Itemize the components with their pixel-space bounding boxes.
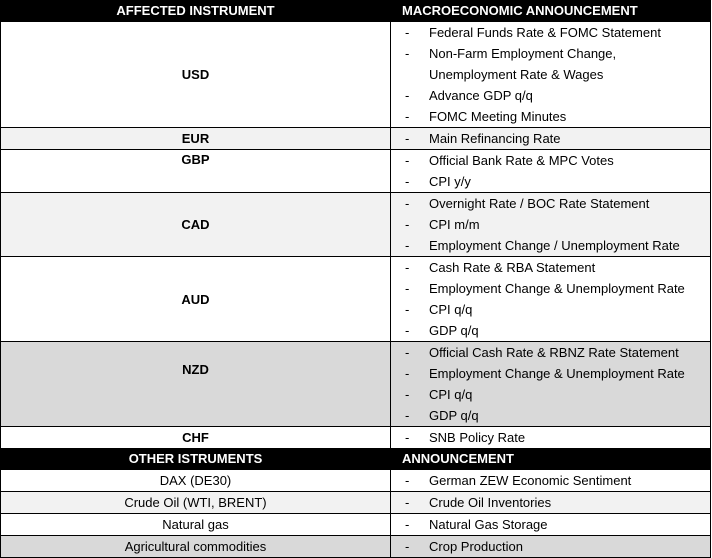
list-item-text: Cash Rate & RBA Statement [429, 260, 596, 275]
list-item-text: CPI m/m [429, 217, 480, 232]
instrument-name: AUD [1, 257, 391, 342]
instrument-name: Agricultural commodities [1, 536, 391, 558]
list-item-text: CPI q/q [429, 387, 473, 402]
list-item [391, 106, 710, 127]
list-item [391, 193, 710, 214]
announcement-list [391, 193, 711, 257]
list-item [391, 85, 710, 106]
list-item-text: Non-Farm Employment Change, Unemployment Rate & Wages [429, 46, 617, 82]
list-item [391, 128, 710, 149]
list-item [391, 384, 710, 405]
list-item-text: FOMC Meeting Minutes [429, 109, 567, 124]
list-item [391, 150, 710, 171]
table-subheader-row [1, 449, 711, 470]
list-item [391, 427, 710, 448]
instrument-name: NZD [1, 342, 391, 427]
bullet-dash: - [405, 217, 410, 232]
bullet-dash: - [405, 345, 410, 360]
list-item-text: Natural Gas Storage [429, 517, 548, 532]
announcement-list [391, 427, 711, 449]
header-other-instruments: OTHER ISTRUMENTS [1, 449, 391, 470]
table-row-cad [1, 193, 711, 257]
list-item-text: CPI y/y [429, 174, 471, 189]
bullet-dash: - [405, 408, 410, 423]
list-item [391, 278, 710, 299]
table-row-natural-gas [1, 514, 711, 536]
bullet-dash: - [405, 366, 410, 381]
bullet-dash: - [405, 539, 410, 554]
list-item [391, 342, 710, 363]
announcement-list [391, 22, 711, 128]
instrument-name: USD [1, 22, 391, 128]
list-item-text: GDP q/q [429, 323, 479, 338]
list-item-text: Main Refinancing Rate [429, 131, 561, 146]
header-affected-instrument: AFFECTED INSTRUMENT [1, 1, 391, 22]
announcement-list [391, 470, 711, 492]
bullet-dash: - [405, 238, 410, 253]
list-item-text: Employment Change & Unemployment Rate [429, 281, 685, 296]
announcement-list [391, 128, 711, 150]
list-item-text: Federal Funds Rate & FOMC Statement [429, 25, 661, 40]
announcement-list [391, 342, 711, 427]
instrument-name: EUR [1, 128, 391, 150]
table-row-crude-oil [1, 492, 711, 514]
table-row-dax [1, 470, 711, 492]
list-item [391, 235, 710, 256]
table-row-chf [1, 427, 711, 449]
bullet-dash: - [405, 323, 410, 338]
bullet-dash: - [405, 495, 410, 510]
bullet-dash: - [405, 387, 410, 402]
bullet-dash: - [405, 46, 410, 61]
bullet-dash: - [405, 196, 410, 211]
list-item-text: Crude Oil Inventories [429, 495, 552, 510]
list-item [391, 320, 710, 341]
list-item [391, 492, 710, 513]
list-item [391, 363, 710, 384]
list-item [391, 171, 710, 192]
instrument-name: Natural gas [1, 514, 391, 536]
list-item-text: Overnight Rate / BOC Rate Statement [429, 196, 650, 211]
list-item-text: Advance GDP q/q [429, 88, 533, 103]
list-item-text: CPI q/q [429, 302, 473, 317]
bullet-dash: - [405, 109, 410, 124]
table-row-aud [1, 257, 711, 342]
bullet-dash: - [405, 131, 410, 146]
announcement-list [391, 257, 711, 342]
list-item [391, 43, 710, 85]
header-macro-announcement: MACROECONOMIC ANNOUNCEMENT [391, 1, 711, 22]
bullet-dash: - [405, 430, 410, 445]
bullet-dash: - [405, 25, 410, 40]
list-item [391, 257, 710, 278]
list-item [391, 214, 710, 235]
table-header-row [1, 1, 711, 22]
bullet-dash: - [405, 517, 410, 532]
header-announcement: ANNOUNCEMENT [391, 449, 711, 470]
list-item-text: Employment Change & Unemployment Rate [429, 366, 685, 381]
table-row-eur [1, 128, 711, 150]
list-item [391, 470, 710, 491]
list-item-text: SNB Policy Rate [429, 430, 526, 445]
list-item [391, 514, 710, 535]
list-item [391, 405, 710, 426]
list-item [391, 299, 710, 320]
bullet-dash: - [405, 153, 410, 168]
list-item-text: Crop Production [429, 539, 523, 554]
list-item-text: German ZEW Economic Sentiment [429, 473, 632, 488]
announcement-list [391, 514, 711, 536]
bullet-dash: - [405, 88, 410, 103]
table-row-gbp [1, 150, 711, 193]
bullet-dash: - [405, 260, 410, 275]
table-row-nzd [1, 342, 711, 427]
instrument-name: CHF [1, 427, 391, 449]
list-item-text: Employment Change / Unemployment Rate [429, 238, 680, 253]
instrument-name: Crude Oil (WTI, BRENT) [1, 492, 391, 514]
list-item [391, 22, 710, 43]
list-item-text: GDP q/q [429, 408, 479, 423]
bullet-dash: - [405, 302, 410, 317]
bullet-dash: - [405, 281, 410, 296]
bullet-dash: - [405, 174, 410, 189]
instrument-name: GBP [1, 150, 391, 193]
table-row-agricultural [1, 536, 711, 558]
announcement-list [391, 492, 711, 514]
list-item-text: Official Cash Rate & RBNZ Rate Statement [429, 345, 679, 360]
bullet-dash: - [405, 473, 410, 488]
list-item [391, 536, 710, 557]
instrument-name: DAX (DE30) [1, 470, 391, 492]
announcement-list [391, 536, 711, 558]
announcement-list [391, 150, 711, 193]
instrument-name: CAD [1, 193, 391, 257]
table-row-usd [1, 22, 711, 128]
list-item-text: Official Bank Rate & MPC Votes [429, 153, 614, 168]
